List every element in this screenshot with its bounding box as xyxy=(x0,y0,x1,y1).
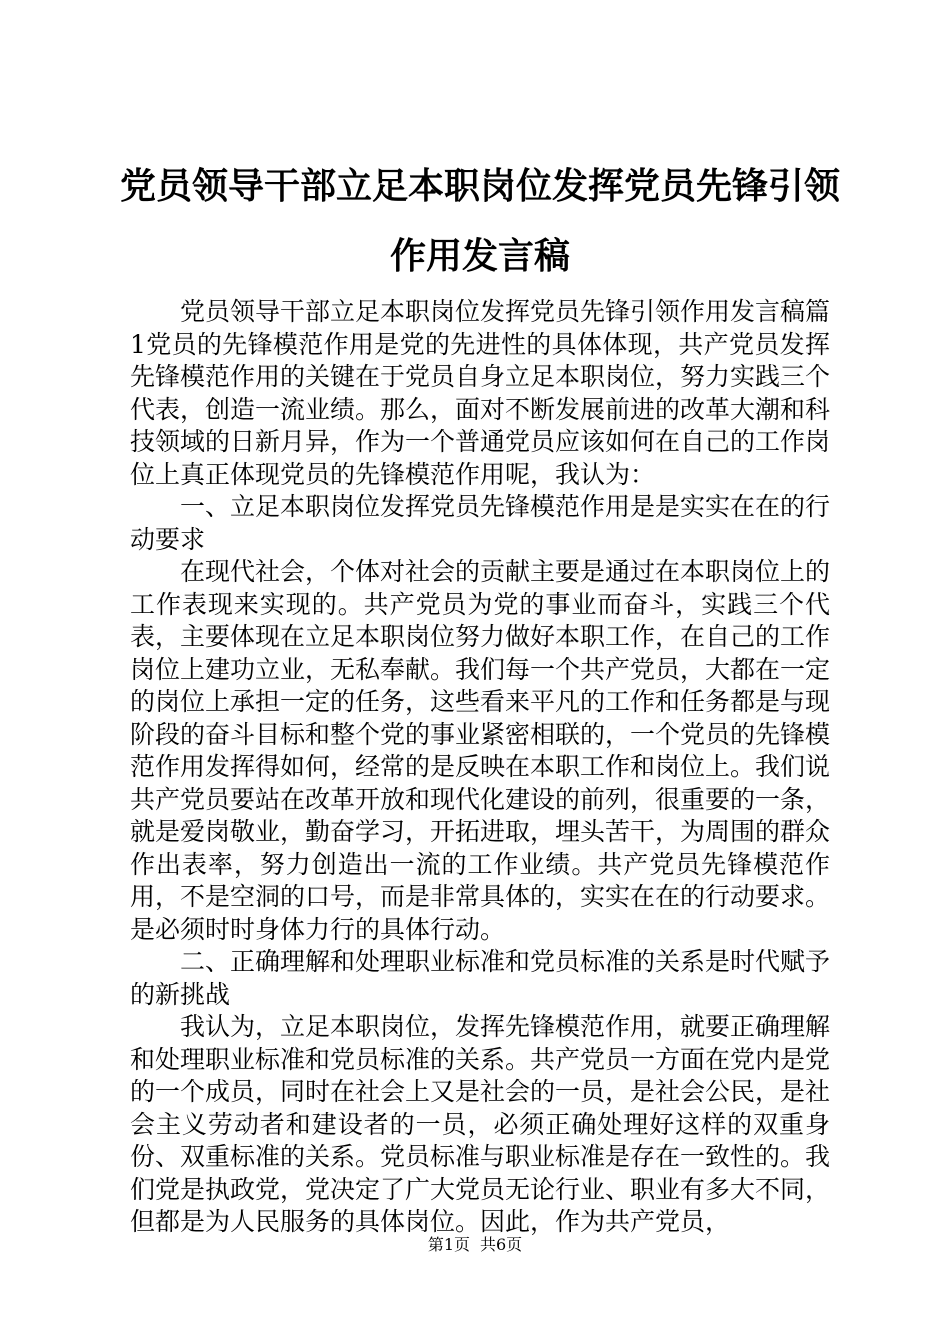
page-total: 共6页 xyxy=(480,1235,523,1254)
document-body xyxy=(130,296,830,1239)
paragraph-intro: 党员领导干部立足本职岗位发挥党员先锋引领作用发言稿篇1党员的先锋模范作用是党的先进性的具体体现，共产党员发挥先锋模范作用的关键在于党员自身立足本职岗位，努力实践三个代表，创造一流业绩。那么，面对不断发展前进的改革大潮和科技领域的日新月异，作为一个普通党员应该如何在自己的工作岗位上真正体现党员的先锋模范作用呢，我认为： xyxy=(130,297,831,489)
document-title: 党员领导干部立足本职岗位发挥党员先锋引领作用发言稿 xyxy=(120,166,841,277)
paragraph-heading-2: 二、正确理解和处理职业标准和党员标准的关系是时代赋予的新挑战 xyxy=(130,947,831,1009)
paragraph-heading-1: 一、立足本职岗位发挥党员先锋模范作用是是实实在在的行动要求 xyxy=(130,492,831,554)
paragraph-section-1: 在现代社会，个体对社会的贡献主要是通过在本职岗位上的工作表现来实现的。共产党员为党的事业而奋斗，实践三个代表，主要体现在立足本职岗位努力做好本职工作，在自己的工作岗位上建功立业，无私奉献。我们每一个共产党员，大都在一定的岗位上承担一定的任务，这些看来平凡的工作和任务都是与现阶段的奋斗目标和整个党的事业紧密相联的，一个党员的先锋模范作用发挥得如何，经常的是反映在本职工作和岗位上。我们说共产党员要站在改革开放和现代化建设的前列，很重要的一条，就是爱岗敬业，勤奋学习，开拓进取，埋头苦干，为周围的群众作出表率，努力创造出一流的工作业绩。共产党员先锋模范作用，不是空洞的口号，而是非常具体的，实实在在的行动要求。是必须时时身体力行的具体行动。 xyxy=(130,557,831,944)
page-number: 第1页 xyxy=(427,1235,470,1254)
paragraph-section-2: 我认为，立足本职岗位，发挥先锋模范作用，就要正确理解和处理职业标准和党员标准的关系。共产党员一方面在党内是党的一个成员，同时在社会上又是社会的一员，是社会公民，是社会主义劳动者和建设者的一员，必须正确处理好这样的双重身份、双重标准的关系。党员标准与职业标准是存在一致性的。我们党是执政党，党决定了广大党员无论行业、职业有多大不同，但都是为人民服务的具体岗位。因此，作为共产党员， xyxy=(130,1012,831,1236)
page-footer xyxy=(0,1234,950,1256)
